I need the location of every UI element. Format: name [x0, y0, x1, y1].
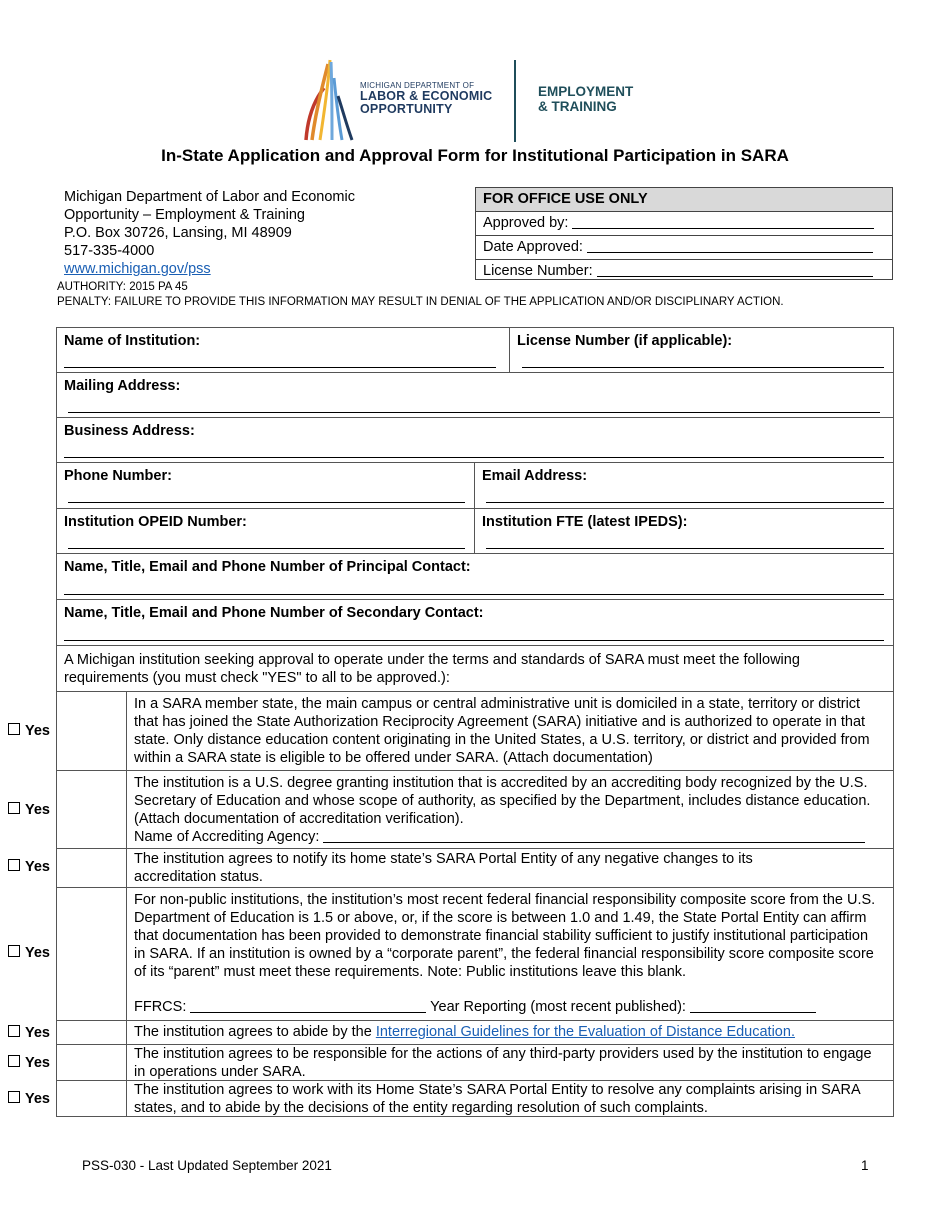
yes-label: Yes: [25, 723, 50, 739]
ffrcs-row: [134, 998, 886, 1016]
institution-name-cell: [56, 327, 509, 372]
approved-by-row: [476, 212, 892, 236]
office-use-header: FOR OFFICE USE ONLY: [476, 188, 892, 212]
division-line-2: & TRAINING: [538, 98, 617, 114]
agency-line-3: OPPORTUNITY: [360, 101, 453, 116]
requirement-4-text: For non-public institutions, the institution’s most recent federal financial responsibility composite score from the U.S. Department of Education is 1.5 or above, or, if the score is between 1.0 and 1.49, the State Portal Entity can affirm that documentation has been provided to demonstrate financial stability sufficient to justify institutional participation in SARA. If an institution is owned by a “corporate parent”, the federal financial responsibility score composite score of its “parent” must meet these requirements. Note: Public institutions leave this blank.: [134, 892, 876, 980]
yes-label: Yes: [25, 859, 50, 875]
secondary-contact-label: Name, Title, Email and Phone Number of Secondary Contact:: [64, 605, 484, 621]
requirement-5-text: [134, 1023, 886, 1041]
contact-line-2: Opportunity – Employment & Training: [64, 207, 305, 223]
business-address-cell: [56, 417, 894, 462]
business-address-label: Business Address:: [64, 423, 195, 439]
office-use-box: [475, 187, 893, 280]
requirement-7-text: The institution agrees to work with its Home State’s SARA Portal Entity to resolve any complaints arising in SARA states, and to abide by the decisions of the entity regarding resolution of such complaints.: [134, 1082, 860, 1116]
form-id-footer: PSS-030 - Last Updated September 2021: [82, 1158, 332, 1173]
phone-number-cell: [56, 462, 474, 508]
legal-notice: [57, 280, 784, 310]
interregional-guidelines-link[interactable]: Interregional Guidelines for the Evaluation of Distance Education.: [375, 1024, 795, 1040]
division-line-1: EMPLOYMENT: [538, 84, 634, 99]
date-approved-row: [476, 236, 892, 260]
page-number: 1: [861, 1158, 869, 1173]
row-divider: [56, 887, 894, 888]
principal-contact-input[interactable]: [64, 594, 884, 595]
date-approved-label: Date Approved:: [483, 239, 583, 255]
requirement-4-yes-checkbox[interactable]: [8, 945, 50, 961]
agency-name: [360, 82, 492, 115]
row-divider: [56, 1020, 894, 1021]
division-name: [538, 85, 633, 115]
contact-line-1: Michigan Department of Labor and Economic: [64, 189, 355, 205]
opeid-cell: [56, 508, 474, 553]
ffrcs-input[interactable]: [190, 1000, 426, 1013]
approved-by-label: Approved by:: [483, 215, 569, 231]
office-license-label: License Number:: [483, 263, 593, 279]
year-reporting-label: Year Reporting (most recent published):: [430, 999, 686, 1015]
fte-cell: [474, 508, 894, 553]
requirement-1-text: In a SARA member state, the main campus or central administrative unit is domiciled in a state, territory or district that has joined the State Authorization Reciprocity Agreement (SARA) initiative and is authorized to operate in that state. Only distance education content originating in the United States, a U.S. territory, or district and provided from within a SARA state is eligible to be offered under SARA. (Attach documentation): [134, 696, 870, 766]
mailing-address-input[interactable]: [68, 412, 880, 413]
office-license-field[interactable]: [597, 264, 873, 277]
principal-contact-label: Name, Title, Email and Phone Number of Principal Contact:: [64, 559, 471, 575]
accrediting-agency-row: [134, 828, 886, 846]
mailing-address-cell: [56, 372, 894, 417]
checkbox-icon: [8, 802, 20, 814]
requirement-6-text: The institution agrees to be responsible for the actions of any third-party providers used by the institution to engage in operations under SARA.: [134, 1046, 872, 1080]
email-address-label: Email Address:: [482, 468, 588, 484]
accrediting-agency-input[interactable]: [323, 830, 865, 843]
principal-contact-cell: [56, 553, 894, 599]
fte-input[interactable]: [486, 548, 884, 549]
agency-line-2: LABOR & ECONOMIC: [360, 89, 493, 103]
accrediting-agency-label: Name of Accrediting Agency:: [134, 829, 320, 845]
date-approved-field[interactable]: [587, 240, 873, 253]
email-address-input[interactable]: [486, 502, 884, 503]
license-number-input[interactable]: [522, 367, 884, 368]
business-address-input[interactable]: [64, 457, 884, 458]
yes-label: Yes: [25, 1091, 50, 1107]
requirement-2-text: The institution is a U.S. degree granting institution that is accredited by an accrediting body recognized by the U.S. Secretary of Education and whose scope of authority, as specified by the Department, includes distance education. (Attach documentation of accreditation verification).: [134, 775, 871, 827]
row-divider: [56, 848, 894, 849]
checkbox-icon: [8, 723, 20, 735]
row-divider: [56, 645, 894, 646]
opeid-label: Institution OPEID Number:: [64, 514, 247, 530]
requirement-6-yes-checkbox[interactable]: [8, 1055, 50, 1071]
mailing-address-label: Mailing Address:: [64, 378, 181, 394]
row-divider: [56, 770, 894, 771]
form-title: In-State Application and Approval Form for Institutional Participation in SARA: [161, 146, 789, 165]
ffrcs-label: FFRCS:: [134, 999, 187, 1015]
license-number-cell: [509, 327, 894, 372]
requirement-5-yes-checkbox[interactable]: [8, 1025, 50, 1041]
approved-by-field[interactable]: [572, 216, 874, 229]
secondary-contact-cell: [56, 599, 894, 645]
leo-logo-mark-icon: [298, 58, 358, 144]
yes-label: Yes: [25, 802, 50, 818]
yes-label: Yes: [25, 945, 50, 961]
authority-text: AUTHORITY: 2015 PA 45: [57, 281, 188, 293]
website-link[interactable]: www.michigan.gov/pss: [64, 261, 211, 277]
secondary-contact-input[interactable]: [64, 640, 884, 641]
requirement-3-text: The institution agrees to notify its home state’s SARA Portal Entity of any negative changes to its accreditation status.: [134, 851, 753, 885]
year-reporting-input[interactable]: [690, 1000, 816, 1013]
requirement-3-yes-checkbox[interactable]: [8, 859, 50, 875]
requirement-7-yes-checkbox[interactable]: [8, 1091, 50, 1107]
requirements-intro: A Michigan institution seeking approval to operate under the terms and standards of SARA must meet the following requirements (you must check "YES" to all to be approved.):: [64, 652, 800, 686]
institution-name-label: Name of Institution:: [64, 333, 201, 349]
row-divider: [56, 691, 894, 692]
checkbox-icon: [8, 1055, 20, 1067]
email-address-cell: [474, 462, 894, 508]
penalty-text: PENALTY: FAILURE TO PROVIDE THIS INFORMATION MAY RESULT IN DENIAL OF THE APPLICATION AND/OR DISCIPLINARY ACTION.: [57, 296, 784, 308]
yes-label: Yes: [25, 1025, 50, 1041]
requirement-1-yes-checkbox[interactable]: [8, 723, 50, 739]
checkbox-icon: [8, 945, 20, 957]
agency-line-1: MICHIGAN DEPARTMENT OF: [360, 81, 475, 90]
institution-name-input[interactable]: [64, 367, 496, 368]
col-divider: [126, 691, 127, 1117]
phone-number-label: Phone Number:: [64, 468, 172, 484]
checkbox-icon: [8, 1025, 20, 1037]
contact-line-3: P.O. Box 30726, Lansing, MI 48909: [64, 225, 292, 241]
checkbox-icon: [8, 1091, 20, 1103]
requirement-5-lead: The institution agrees to abide by the: [134, 1024, 376, 1040]
yes-label: Yes: [25, 1055, 50, 1071]
phone-number-input[interactable]: [68, 502, 465, 503]
fte-label: Institution FTE (latest IPEDS):: [482, 514, 688, 530]
department-logo: [298, 58, 658, 144]
checkbox-icon: [8, 859, 20, 871]
opeid-input[interactable]: [68, 548, 465, 549]
requirement-2-yes-checkbox[interactable]: [8, 802, 50, 818]
contact-block: [64, 188, 355, 278]
contact-phone: 517-335-4000: [64, 243, 155, 259]
license-number-label: License Number (if applicable):: [517, 333, 733, 349]
logo-divider: [514, 60, 516, 142]
